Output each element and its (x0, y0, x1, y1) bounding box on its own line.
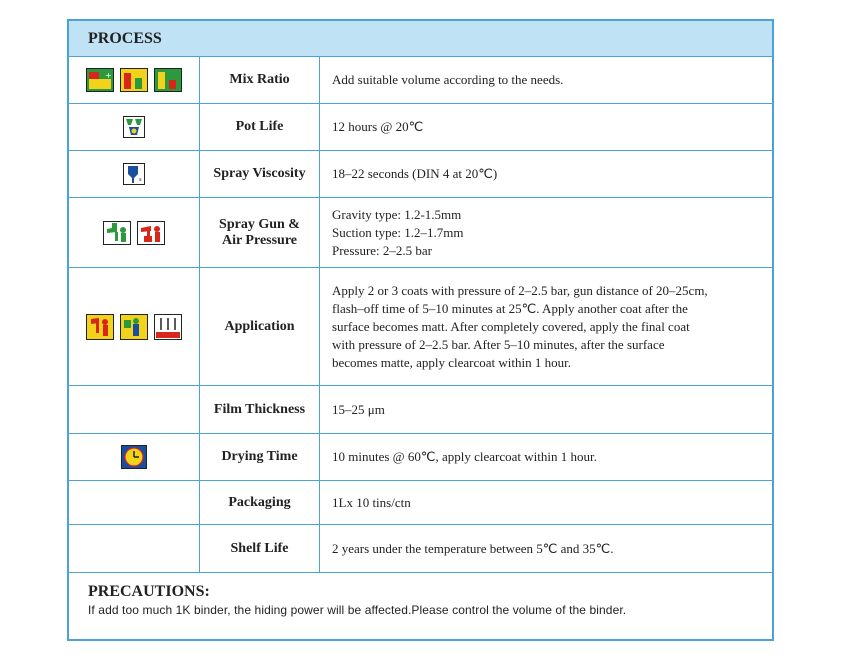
row-label: Drying Time (200, 434, 320, 480)
svg-text:s: s (139, 177, 142, 183)
table-row-shelf-life (69, 525, 772, 573)
precautions-section (69, 573, 772, 639)
icon-cell (69, 525, 200, 572)
row-label: Film Thickness (200, 386, 320, 433)
icon-cell (69, 57, 200, 103)
precautions-text: If add too much 1K binder, the hiding power will be affected.Please control the volume of the binder. (88, 603, 627, 617)
row-value: 15–25 μm (332, 401, 385, 417)
mix-ratio-icon-1 (86, 68, 114, 92)
row-label: Pot Life (200, 104, 320, 150)
icon-cell (69, 268, 200, 385)
table-row-packaging (69, 481, 772, 525)
table-row-application (69, 268, 772, 386)
table-row-spray-viscosity (69, 151, 772, 198)
spray-coat-icon (86, 314, 114, 340)
gravity-gun-icon (103, 221, 131, 245)
icon-cell (69, 434, 200, 480)
icon-cell (69, 481, 200, 524)
process-header (69, 21, 772, 57)
suction-gun-icon (137, 221, 165, 245)
icon-cell (69, 198, 200, 267)
layers-icon (154, 314, 182, 340)
process-title: PROCESS (88, 30, 162, 47)
pot-life-icon (123, 116, 145, 138)
table-row-film-thickness (69, 386, 772, 434)
flash-off-icon (120, 314, 148, 340)
mix-ratio-icon-3 (154, 68, 182, 92)
clock-icon (121, 445, 147, 469)
row-label: Shelf Life (200, 525, 320, 572)
svg-text:+: + (105, 71, 112, 80)
row-value: 10 minutes @ 60℃, apply clearcoat within 1 hour. (332, 449, 597, 464)
row-label: Spray Gun & Air Pressure (200, 198, 320, 267)
icon-cell (69, 151, 200, 197)
row-value: 1Lx 10 tins/ctn (332, 494, 411, 510)
row-value: 2 years under the temperature between 5℃ and 35℃. (332, 540, 614, 556)
row-value: Add suitable volume according to the needs. (332, 72, 564, 87)
table-row-mix-ratio (69, 57, 772, 104)
row-label: Packaging (200, 481, 320, 524)
row-label: Application (200, 268, 320, 385)
table-row-drying-time (69, 434, 772, 481)
table-row-spray-gun (69, 198, 772, 268)
mix-ratio-icon-2 (120, 68, 148, 92)
row-value: Apply 2 or 3 coats with pressure of 2–2.5 bar, gun distance of 20–25cm, flash–off time of 5–10 minutes at 25℃. Apply another coat after the surface becomes matt. After completely covered, apply the final coat with pressure of 2–2.5 bar. After 5–10 minutes, after the surface becomes matte, apply clearcoat within 1 hour. (332, 282, 708, 370)
row-value: 12 hours @ 20℃ (332, 119, 424, 134)
table-row-pot-life (69, 104, 772, 151)
icon-cell (69, 386, 200, 433)
row-value: Gravity type: 1.2-1.5mm Suction type: 1.2–1.7mm Pressure: 2–2.5 bar (332, 206, 464, 258)
process-sheet (67, 19, 774, 641)
row-value: 18–22 seconds (DIN 4 at 20℃) (332, 166, 498, 181)
viscosity-cup-icon (123, 163, 145, 185)
icon-cell (69, 104, 200, 150)
precautions-title: PRECAUTIONS: (88, 583, 210, 600)
row-label: Spray Viscosity (200, 151, 320, 197)
row-label: Mix Ratio (200, 57, 320, 103)
